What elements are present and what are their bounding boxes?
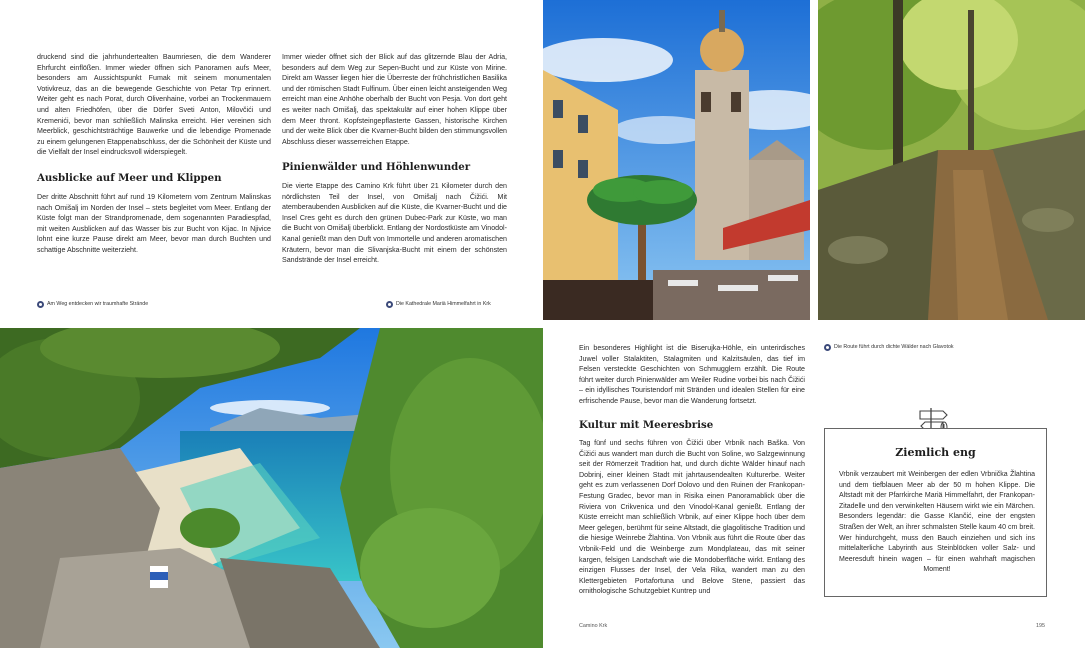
caption-beach — [37, 300, 148, 308]
circle-marker-icon — [386, 301, 393, 308]
circle-marker-icon — [824, 344, 831, 351]
photo-forest — [818, 0, 1085, 320]
heading-pinienwaelder: Pinienwälder und Höhlenwunder — [282, 161, 471, 173]
left-col2-body: Die vierte Etappe des Camino Krk führt über 21 Kilometer durch den nördlichsten Teil der Insel, von Omišalj nach Čižići. Mit atemberaubenden Ausblicken auf die Küste, die Kvarner-Bucht und die Insel Cres geht es durch den grünen Dubec-Park zur Küste, wo man die Bucht von Omišalj überblickt. Entlang der Nordostküste am Vinodol-Kanal genießt man den Duft von Immortelle und anderen aromatischen Kräutern, bevor man die Slivanjska-Bucht mit einem der schönsten Sandstrände der Insel erreicht. — [282, 182, 507, 265]
info-box-ziemlich-eng — [824, 428, 1047, 597]
heading-ausblicke: Ausblicke auf Meer und Klippen — [37, 172, 222, 184]
caption-forest-text: Die Route führt durch dichte Wälder nach Glavotok — [834, 344, 954, 350]
caption-beach-text: Am Weg entdecken wir traumhafte Strände — [47, 301, 149, 307]
right-body: Tag fünf und sechs führen von Čižići über Vrbnik nach Baška. Von Čižići aus wandert man durch die Bucht von Soline, wo Salzgewinnung seit der Römerzeit Tradition hat, und durch dichte Wälder hinauf nach Dobrinj, einer kleinen Stadt mit jahrtausendealten Kulturerbe. Weiter geht es zum verlassenen Dorf Dolovo und den Ruinen der Frankopan-Festung Gradec, bevor man in Risika einen Panoramablick über die Riviera von Crikvenica und den Vinodol-Kanal genießt. Entlang der Küste erreicht man schließlich Vrbnik, auf einer Klippe hoch über dem Meer gelegen, berühmt für seine Altstadt, die glagolitische Tradition und die hiesige Weinrebe Žlahtina. Von Vrbnik aus führt die Route über das Vrbnik-Feld und die Weinberge zum Mondplateau, das mit seiner kargen, felsigen Landschaft wie die Mondoberfläche wirkt. Entlang des einzigen Flusses der Insel, der Vela Rika, wandert man zu den Klettergebieten Portafortuna und Belove Stene, passiert das ornithologische Schutzgebiet Kuntrep und — [579, 439, 805, 596]
left-col1-body: Der dritte Abschnitt führt auf rund 19 Kilometern vom Zentrum Malinskas nach Omišalj im Norden der Insel – stets begleitet vom Meer. Entlang der Küste folgt man der Strandpromenade, dem sogenannten Paradiespfad, mit weiten Ausblicken auf das Wasser bis zur Bucht von Kijac. In Njivice lohnt eine kurze Pause direkt am Meer, bevor man durch Buchten und schattige Abschnitte weiterzieht. — [37, 193, 271, 254]
caption-cathedral-text: Die Kathedrale Mariä Himmelfahrt in Krk — [396, 301, 491, 307]
left-col2-intro: Immer wieder öffnet sich der Blick auf das glitzernde Blau der Adria, besonders auf dem Weg zur Sepen-Bucht und zur Küste von Mirine. Direkt am Wasser liegen hier die Überreste der frühchristlichen Basilika und der römischen Stadt Fulfinum. Über einen leicht ansteigenden Weg erreicht man eine Anhöhe oberhalb der Bucht von Pesja. Von dort geht es weiter nach Omišalj, das spektakulär auf einer hohen Klippe über dem Meer thront. Kopfsteingepflasterte Gassen, historische Kirchen und der weite Blick über die Kvarner-Bucht bilden den stimmungsvollen Abschluss dieser wasserreichen Etappe. — [282, 53, 507, 146]
circle-marker-icon — [37, 301, 44, 308]
box-text: Vrbnik verzaubert mit Weinbergen der edlen Vrbnička Žlahtina und dem tiefblauen Meer ab der 50 m hohen Klippe. Die Altstadt mit der Pfarrkirche Mariä Himmelfahrt, der Frankopan-Zitadelle und den verwinkelten Häusern wirkt wie ein Märchen. Besonders legendär: die Gasse Klančić, eine der engsten Straßen der Welt, an ihrer schmalsten Stelle kaum 40 cm breit. Wer hindurchgeht, muss den Bauch einziehen und sich ins mittelalterliche Labyrinth aus Steinblöcken voller Salz- und Meeresduft hinein wagen – für einen wahrhaft magischen Moment! — [839, 471, 1035, 574]
right-intro: Ein besonderes Highlight ist die Biserujka-Höhle, ein unterirdisches Juwel voller Stalaktiten, Stalagmiten und Kalzitsäulen, das tief im Felsen versteckte Geschichten von Schmugglern erzählt. Die Route führt weiter durch Pinienwälder am Weiler Rudine vorbei bis nach Čižići – ein idyllisches Touristendorf mit Stränden und idealen Stellen für eine erfrischende Pause, bevor man die Wanderung fortsetzt. — [579, 344, 805, 405]
box-title: Ziemlich eng — [895, 446, 976, 459]
heading-kultur: Kultur mit Meeresbrise — [579, 419, 714, 431]
caption-cathedral — [386, 300, 491, 308]
left-col1-intro: druckend sind die jahrhundertealten Baumriesen, die dem Wanderer Ehrfurcht einflößen. Immer wieder öffnen sich Panoramen aufs Meer, besonders am Aussichtspunkt Fumak mit seinem monumentalen Votivkreuz, das an die bewegende Geschichte von Petar Trp erinnert. Weiter geht es nach Porat, durch Olivenhaine, vorbei an Trockenmauern und alten Friedhöfen, über die Dörfer Sveti Anton, Milovčići und Kremenići, bevor man schließlich Malinska erreicht. Hier vereinen sich Meerblick, geschichtsträchtige Bauwerke und die lebendige Promenade zu einem gelungenen Etappenabschluss, der die Schönheit der Küste und die Vielfalt der Insel eindrucksvoll widerspiegelt. — [37, 53, 271, 157]
footer-title: Camino Krk — [579, 623, 608, 629]
photo-cathedral — [543, 0, 810, 320]
caption-forest — [824, 343, 954, 351]
page-number: 195 — [1036, 623, 1045, 629]
photo-beach — [0, 328, 543, 648]
